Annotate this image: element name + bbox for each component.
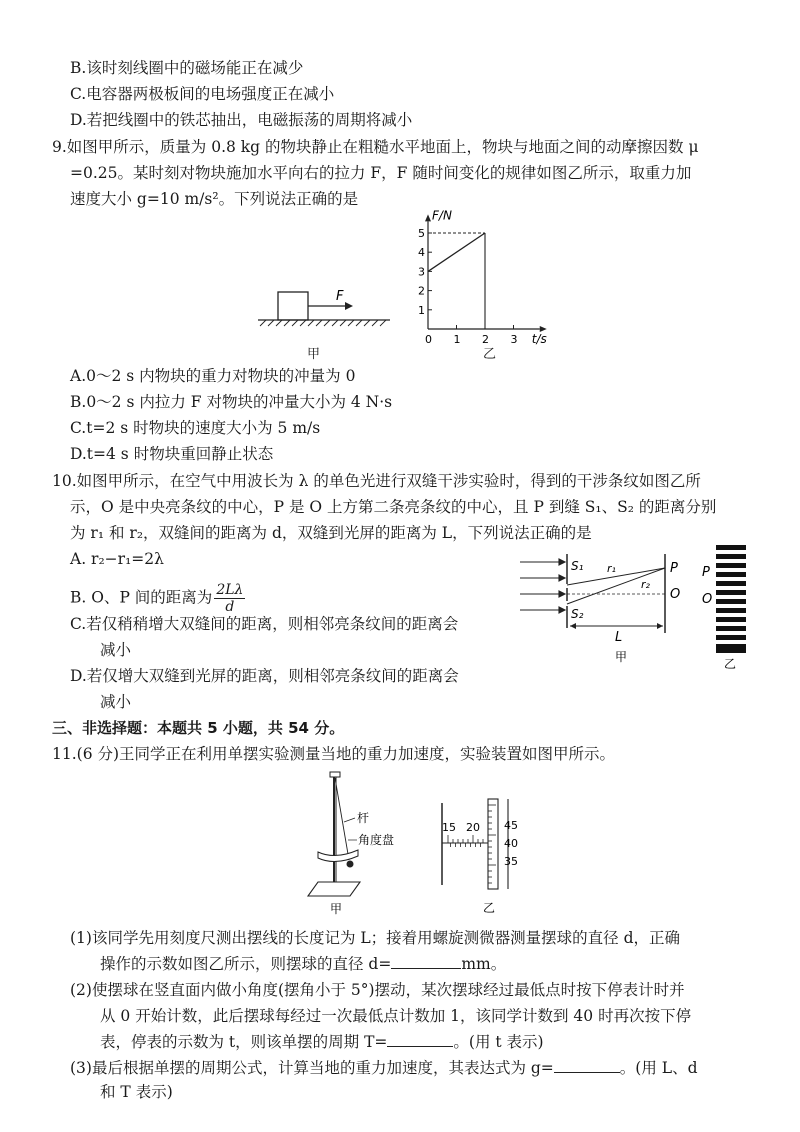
q10-double-slit-figure (515, 548, 695, 668)
label-l: L (615, 630, 623, 645)
chart-x-label: t/s (531, 332, 547, 345)
q11-part2-line3 (100, 1032, 544, 1052)
angle-dial (318, 850, 358, 862)
y-tick-label-2: 2 (418, 284, 425, 298)
q10-option-c-line1: C.若仅稍稍增大双缝间的距离，则相邻亮条纹间的距离会 (70, 615, 459, 633)
rod-label-leader (344, 818, 355, 822)
q10-stem-line3: 为 r₁ 和 r₂，双缝间的距离为 d，双缝到光屏的距离为 L，下列说法正确的是 (70, 524, 592, 542)
ray-r2 (567, 568, 665, 604)
q9-stem-line2: =0.25。某时刻对物块施加水平向右的拉力 F，F 随时间变化的规律如图乙所示，取重力加 (70, 164, 692, 182)
answer-blank-diameter[interactable] (391, 954, 461, 969)
q11-part2-hint: 。(用 t 表示) (453, 1033, 544, 1051)
q10-option-a: A. r₂−r₁=2λ (70, 550, 164, 568)
main-scale-ticks (448, 835, 483, 847)
q10-stem-line2: 示，O 是中央亮条纹的中心，P 是 O 上方第二条亮条纹的中心，且 P 到缝 S₁、S₂ 的距离分别 (70, 498, 717, 516)
force-arrowhead (345, 302, 353, 310)
y-tick-label-1: 1 (418, 303, 425, 317)
fraction-numerator: 2Lλ (216, 582, 244, 598)
q10-fringe-pattern (700, 543, 760, 673)
fig-jia-label: 甲 (615, 650, 628, 664)
thimble-label-35: 35 (504, 855, 518, 868)
label-p: P (670, 561, 678, 576)
fringe-label-p: P (702, 565, 710, 580)
q10-option-d-line2: 减小 (100, 693, 132, 711)
fringe-label-o: O (702, 592, 713, 607)
label-o: O (670, 587, 681, 602)
label-s2: S₂ (571, 607, 584, 621)
q11-part3-line1 (70, 1058, 698, 1078)
chart-y-label: F/N (432, 208, 452, 223)
q11-part1-unit: mm。 (461, 955, 507, 973)
q9-fig-yi-label: 乙 (483, 347, 497, 362)
label-rod: 杆 (357, 811, 370, 825)
q11-part1-text: 操作的示数如图乙所示，则摆球的直径 d= (100, 955, 392, 973)
y-tick-label-3: 3 (418, 265, 425, 279)
pendulum-string (335, 778, 349, 860)
thimble-label-45: 45 (504, 819, 518, 832)
q11-part3-line2: 和 T 表示) (100, 1083, 173, 1101)
q11-stem: 11.(6 分)王同学正在利用单摆实验测量当地的重力加速度，实验装置如图甲所示。 (52, 745, 616, 763)
label-r1: r₁ (607, 562, 616, 575)
x-tick-label-2: 2 (482, 333, 489, 345)
q9-fig-jia-label: 甲 (307, 347, 321, 362)
main-scale-label-20: 20 (466, 821, 480, 834)
q11-pendulum-figure (300, 770, 410, 920)
x-tick-label-3: 3 (510, 333, 518, 345)
q10-option-c-line2: 减小 (100, 641, 132, 659)
q11-part2-line1: (2)使摆球在竖直面内做小角度(摆角小于 5°)摆动，某次摆球经过最低点时按下停表计时并 (70, 981, 685, 999)
pendulum-bob (347, 861, 354, 868)
thimble (488, 799, 498, 889)
q10-option-b-text: B. O、P 间的距离为 (70, 588, 213, 607)
force-label: F (336, 289, 344, 304)
incident-light-rays (520, 559, 565, 613)
q11-part1-line2 (100, 954, 506, 974)
q11-part2-line2: 从 0 开始计数，此后摆球每经过一次最低点计数加 1，该同学计数到 40 时再次按下停 (100, 1007, 692, 1025)
q9-stem-line1: 9.如图甲所示，质量为 0.8 kg 的物块静止在粗糙水平地面上，物块与地面之间的动摩擦因数 μ (52, 138, 699, 156)
label-r2: r₂ (641, 578, 650, 591)
q10-option-d-line1: D.若仅增大双缝到光屏的距离，则相邻亮条纹间的距离会 (70, 667, 459, 685)
q10-option-b-fraction (214, 582, 245, 615)
q8-option-d: D.若把线圈中的铁芯抽出，电磁振荡的周期将减小 (70, 111, 413, 129)
section-3-heading: 三、非选择题：本题共 5 小题，共 54 分。 (52, 719, 345, 737)
q10-stem-line1: 10.如图甲所示，在空气中用波长为 λ 的单色光进行双缝干涉实验时，得到的干涉条纹如图乙所 (52, 472, 701, 490)
thimble-label-40: 40 (504, 837, 518, 850)
q11-part3-hint: 。(用 L、d (619, 1059, 698, 1077)
fig-yi-label: 乙 (483, 901, 496, 915)
x-tick-label-1: 1 (453, 333, 461, 345)
pendulum-base (308, 882, 360, 896)
chart-y-arrowhead (425, 214, 431, 221)
q9-option-a: A.0～2 s 内物块的重力对物块的冲量为 0 (70, 367, 356, 385)
answer-blank-gravity[interactable] (554, 1058, 620, 1073)
series-line-f (428, 233, 485, 271)
x-tick-label-0: 0 (425, 333, 432, 345)
ground-hatching (260, 320, 386, 326)
q9-force-time-chart (400, 205, 580, 345)
q8-option-c: C.电容器两极板间的电场强度正在减小 (70, 85, 335, 103)
q8-option-b: B.该时刻线圈中的磁场能正在减少 (70, 59, 304, 77)
fig-jia-label: 甲 (330, 902, 343, 916)
label-s1: S₁ (571, 559, 584, 573)
q9-option-b: B.0～2 s 内拉力 F 对物块的冲量大小为 4 N·s (70, 393, 393, 411)
block (278, 292, 308, 320)
arrowhead-right (657, 623, 663, 629)
q9-figure-block (250, 280, 400, 360)
pendulum-pivot (330, 772, 340, 777)
q11-part3-text: (3)最后根据单摆的周期公式，计算当地的重力加速度，其表达式为 g= (70, 1059, 554, 1077)
main-scale-label-15: 15 (442, 821, 456, 834)
q9-option-d: D.t=4 s 时物块重回静止状态 (70, 445, 274, 463)
q9-option-c: C.t=2 s 时物块的速度大小为 5 m/s (70, 419, 321, 437)
q9-stem-line3: 速度大小 g=10 m/s²。下列说法正确的是 (70, 190, 359, 208)
label-angle-dial: 角度盘 (358, 833, 395, 847)
fringe-fig-yi-label: 乙 (724, 657, 737, 671)
answer-blank-period[interactable] (387, 1032, 453, 1047)
arrowhead-left (570, 623, 576, 629)
y-tick-label-5: 5 (418, 227, 425, 240)
fraction-denominator: d (225, 599, 235, 615)
y-tick-label-4: 4 (418, 246, 425, 260)
q10-option-b (70, 582, 247, 615)
q11-part1-line1: (1)该同学先用刻度尺测出摆线的长度记为 L；接着用螺旋测微器测量摆球的直径 d，正确 (70, 929, 681, 947)
q11-micrometer-figure (430, 795, 550, 920)
q11-part2-text: 表，停表的示数为 t，则该单摆的周期 T= (100, 1033, 388, 1051)
